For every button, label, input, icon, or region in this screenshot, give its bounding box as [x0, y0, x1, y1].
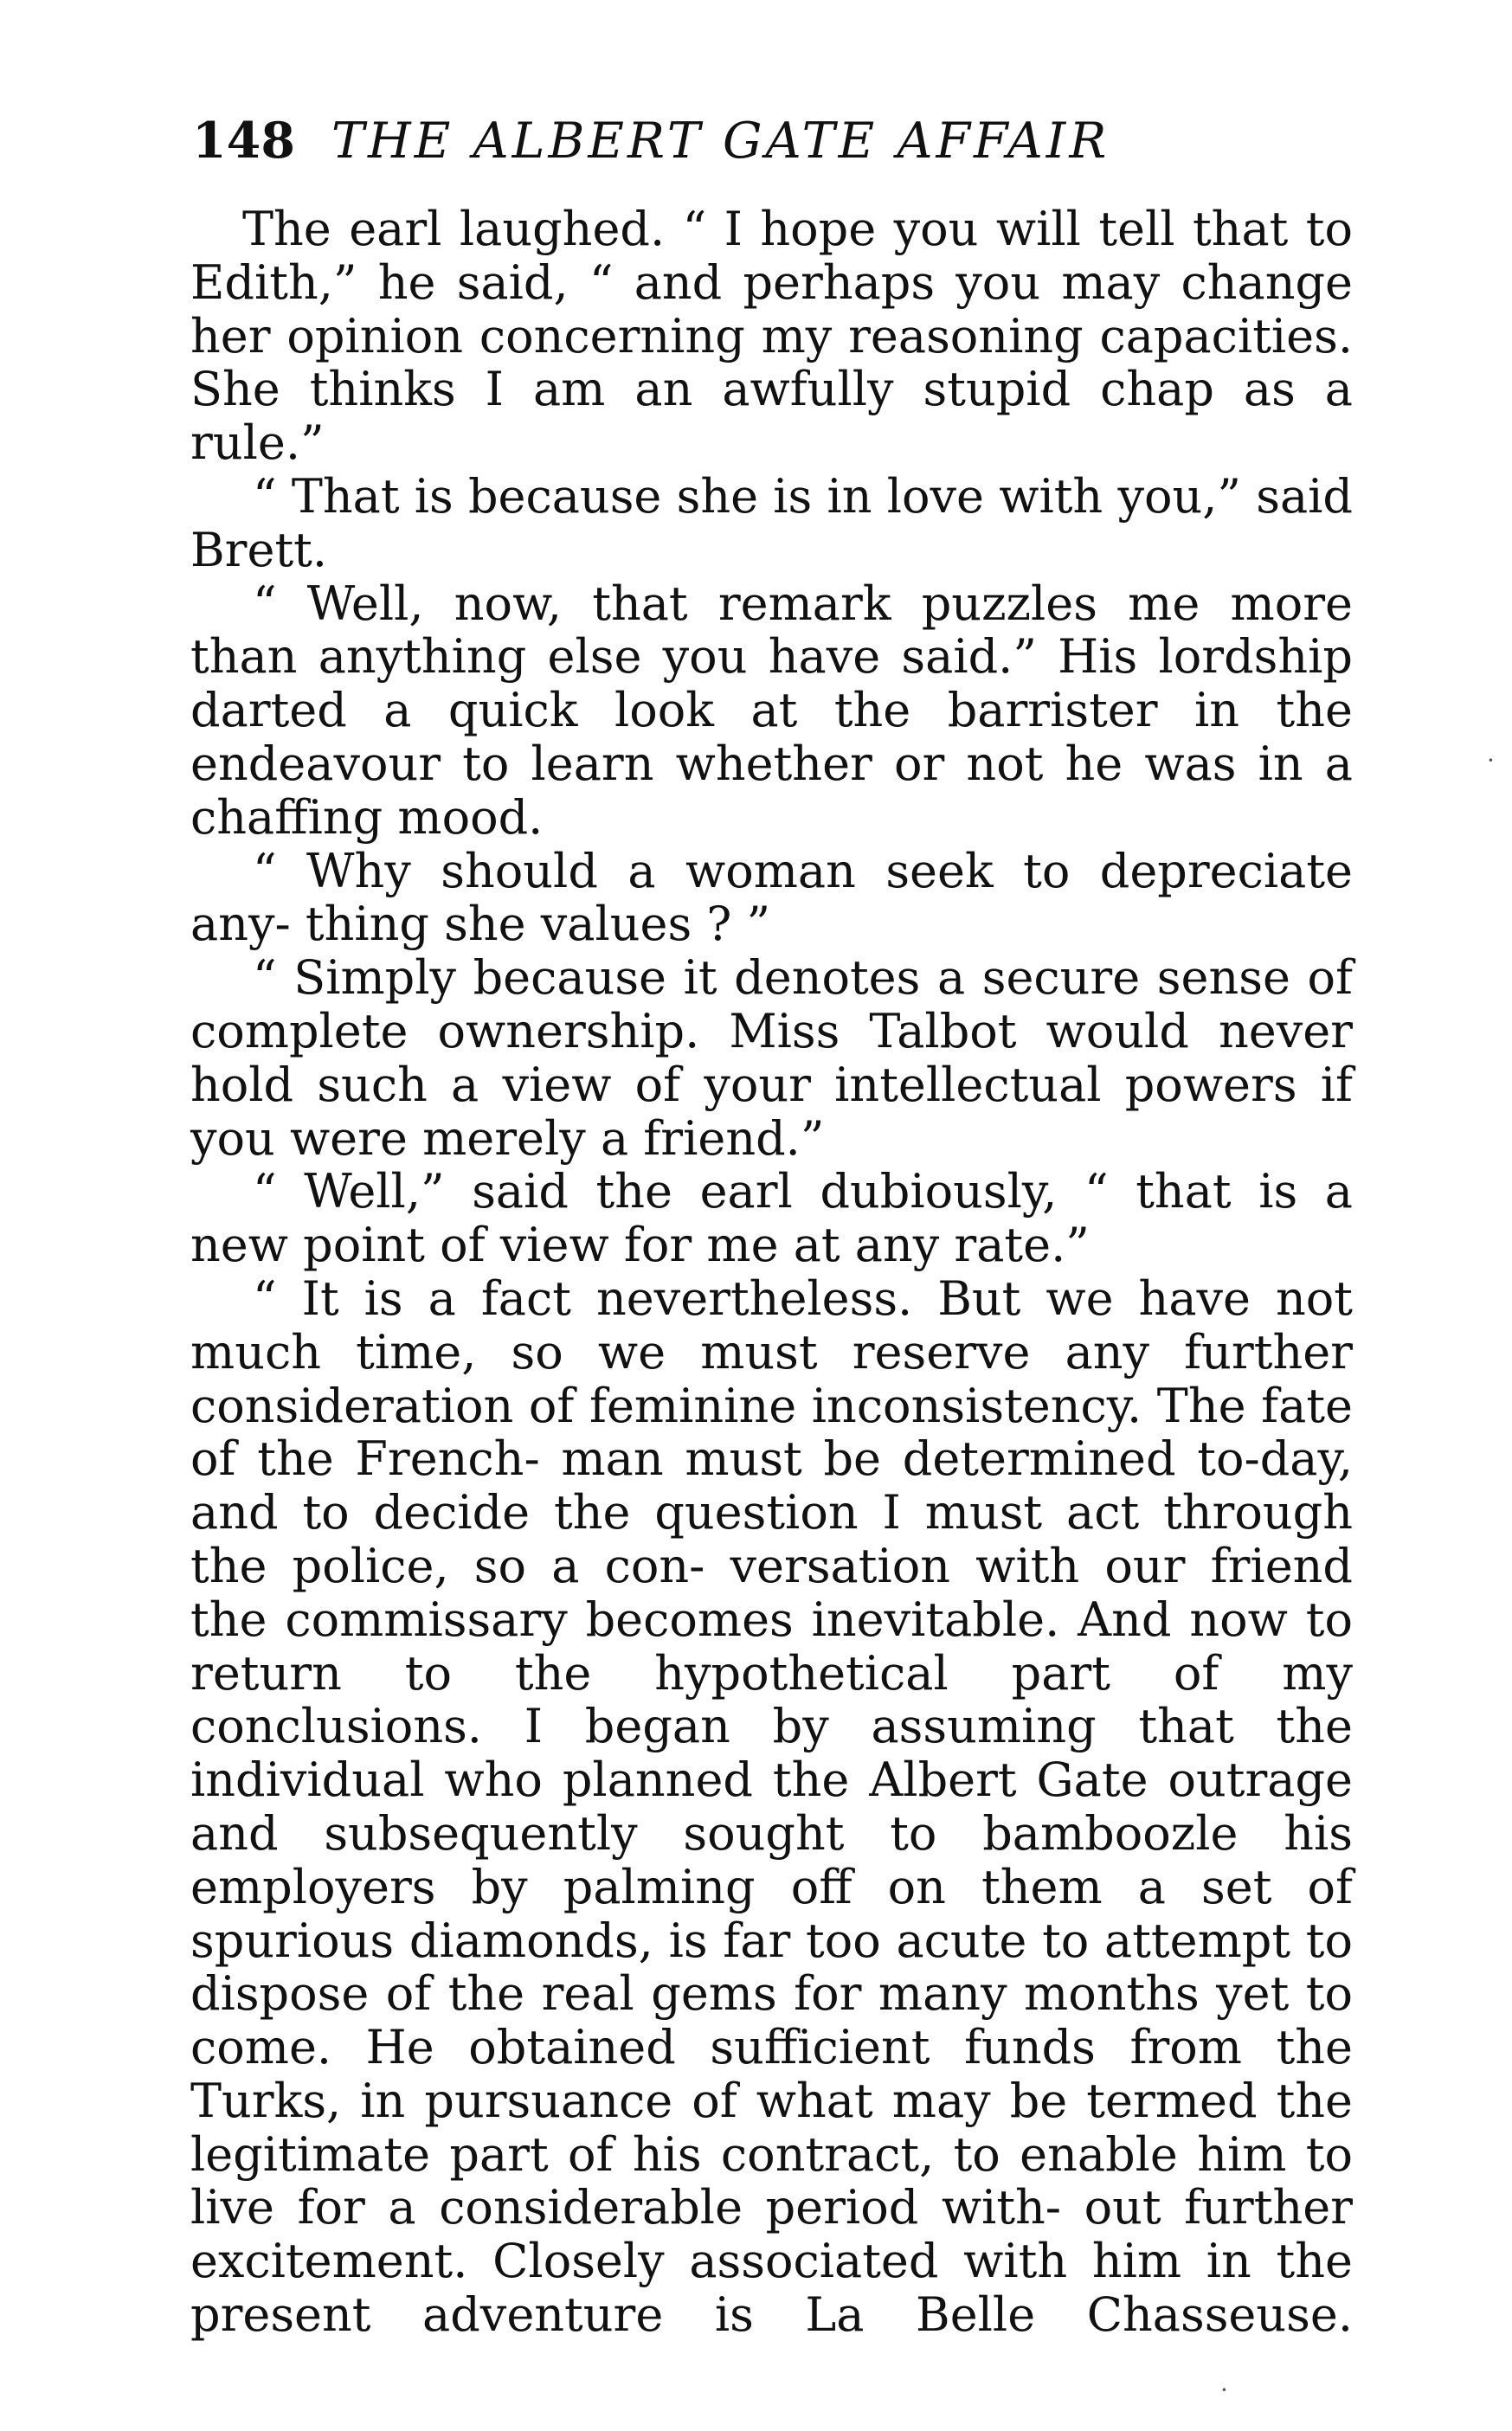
margin-speck: ·	[1487, 746, 1495, 775]
paragraph: “ Simply because it denotes a secure sense of complete ownership. Miss Talbot would never hold such a view of your intellectual powers if you were merely a friend.”	[190, 950, 1353, 1166]
paragraph: The earl laughed. “ I hope you will tell that to Edith,” he said, “ and perhaps you may change her opinion concerning my reasoning capacities. She thinks I am an awfully stupid chap as a rule.”	[190, 202, 1353, 471]
running-header	[192, 111, 1352, 171]
running-title: THE ALBERT GATE AFFAIR	[331, 113, 1110, 170]
paragraph: “ Well, now, that remark puzzles me more than anything else you have said.” His lordship darted a quick look at the barrister in the endeavour to learn whether or not he was in a chaffing mood.	[190, 576, 1353, 845]
paragraph: “ It is a fact nevertheless. But we have not much time, so we must reserve any further consideration of feminine inconsistency. The fate of the French- man must be determined to-day, and to decide the question I must act through the police, so a con- versation with our friend the commissary becomes inevitable. And now to return to the hypothetical part of my conclusions. I began by assuming that the individual who planned the Albert Gate outrage and subsequently sought to bamboozle his employers by palming off on them a set of spurious diamonds, is far too acute to attempt to dispose of the real gems for many months yet to come. He obtained sufficient funds from the Turks, in pursuance of what may be termed the legitimate part of his contract, to enable him to live for a considerable period with- out further excitement. Closely associated with him in the present adventure is La Belle Chasseuse.	[190, 1270, 1353, 2343]
page-number: 148	[192, 112, 295, 170]
margin-speck: ·	[1220, 2376, 1228, 2404]
paragraph: “ Well,” said the earl dubiously, “ that is a new point of view for me at any rate.”	[190, 1164, 1353, 1273]
body-text	[190, 203, 1353, 2342]
paragraph: “ That is because she is in love with you,” said Brett.	[190, 468, 1353, 577]
paragraph: “ Why should a woman seek to depreciate any- thing she values ? ”	[190, 843, 1353, 952]
